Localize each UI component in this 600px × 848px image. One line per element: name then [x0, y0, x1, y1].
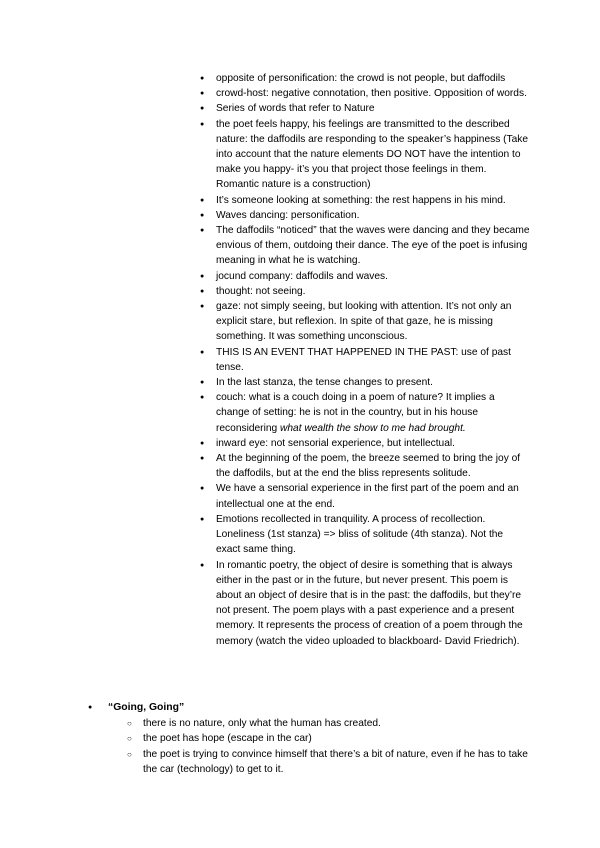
- couch-note-quote: what wealth the show to me had brought.: [280, 422, 466, 434]
- list-item: ● Series of words that refer to Nature: [200, 101, 530, 116]
- list-item: ● At the beginning of the poem, the breeze seemed to bring the joy of the daffodils, but at the end the bliss represents solitude.: [200, 451, 530, 481]
- list-item: ● We have a sensorial experience in the first part of the poem and an intellectual one at the end.: [200, 481, 530, 511]
- list-item: ● In the last stanza, the tense changes to present.: [200, 375, 530, 390]
- list-item: ● inward eye: not sensorial experience, but intellectual.: [200, 436, 530, 451]
- sub-list-item: ○ the poet has hope (escape in the car): [127, 731, 538, 746]
- list-item: ● The daffodils “noticed” that the waves were dancing and they became envious of them, outdoing their dance. The eye of the poet is infusing meaning in what he is watching.: [200, 223, 530, 269]
- list-item: ● It’s someone looking at something: the rest happens in his mind.: [200, 193, 530, 208]
- sub-list: [127, 716, 538, 777]
- list-item: ● THIS IS AN EVENT THAT HAPPENED IN THE PAST: use of past tense.: [200, 345, 530, 375]
- sub-list-item: ○ the poet is trying to convince himself that there’s a bit of nature, even if he has to take the car (technology) to get to it.: [127, 747, 538, 777]
- list-item: ● opposite of personification: the crowd is not people, but daffodils: [200, 71, 530, 86]
- sub-list-item: ○ there is no nature, only what the human has created.: [127, 716, 538, 731]
- notes-list: [200, 71, 530, 649]
- list-item: ● crowd-host: negative connotation, then positive. Opposition of words.: [200, 86, 530, 101]
- list-item: ● thought: not seeing.: [200, 284, 530, 299]
- list-item: ● gaze: not simply seeing, but looking with attention. It’s not only an explicit stare, but reflexion. In spite of that gaze, he is missing something. It was something unconscious.: [200, 299, 530, 345]
- list-item: ● jocund company: daffodils and waves.: [200, 269, 530, 284]
- couch-note-text: couch: what is a couch doing in a poem of nature? It implies a change of setting: he is not in the country, but in his house reconsidering: [216, 392, 495, 434]
- list-item: ● In romantic poetry, the object of desire is something that is always either in the past or in the future, but never present. This poem is about an object of desire that is in the past: the daffodils, but they’re not present. The poem plays with a past experience and a present memory. It represents the process of creation of a poem through the memory (watch the video uploaded to blackboard- David Friedrich).: [200, 558, 530, 649]
- list-item-couch: [200, 390, 530, 436]
- list-item: ● Waves dancing: personification.: [200, 208, 530, 223]
- list-item: ● Emotions recollected in tranquility. A process of recollection. Loneliness (1st stanza) => bliss of solitude (4th stanza). Not the exact same thing.: [200, 512, 530, 558]
- list-item: ● the poet feels happy, his feelings are transmitted to the described nature: the daffodils are responding to the speaker’s happiness (Take into account that the nature elements DO NOT have the intention to make you happy- it’s you that project those feelings in them. Romantic nature is a construction): [200, 117, 530, 193]
- going-going-section: [88, 700, 538, 777]
- section-title: ● “Going, Going”: [88, 700, 538, 715]
